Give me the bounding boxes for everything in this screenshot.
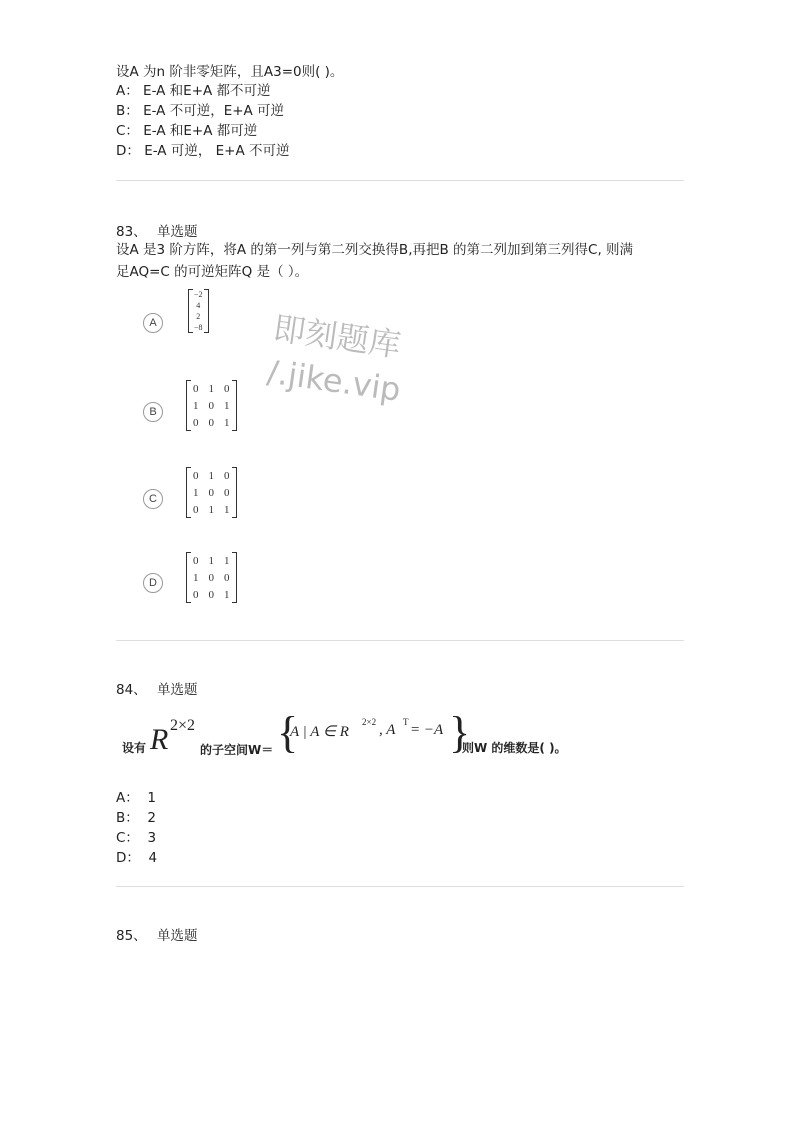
divider: [116, 886, 684, 887]
q84-option-d: D： 4: [116, 850, 158, 866]
q85-header: [116, 924, 197, 944]
q83-stem-line2: 足AQ=C 的可逆矩阵Q 是（ ）。: [116, 264, 309, 280]
q82-option-c: C： E-A 和E+A 都可逆: [116, 123, 258, 139]
q83-stem-line1: 设A 是3 阶方阵，将A 的第一列与第二列交换得B,再把B 的第二列加到第三列得C, 则满: [116, 242, 634, 258]
watermark: 即刻题库 /.jike.vip: [264, 309, 404, 409]
option-a-vector: −2 4 2 −8: [190, 289, 207, 333]
question-type: 单选题: [156, 682, 198, 698]
q84-option-a: A： 1: [116, 790, 156, 806]
q84-option-c: C： 3: [116, 830, 157, 846]
question-number: 84、: [116, 682, 147, 698]
option-c-matrix: 0 1 0 1 0 0 0 1 1: [188, 467, 235, 518]
q83-header: [116, 220, 197, 240]
question-number: 85、: [116, 928, 147, 944]
q84-header: [116, 678, 197, 698]
q82-option-a: A： E-A 和E+A 都不可逆: [116, 83, 271, 99]
question-type: 单选题: [156, 224, 198, 240]
question-number: 83、: [116, 224, 147, 240]
option-d-matrix: 0 1 1 1 0 0 0 0 1: [188, 552, 235, 603]
option-a-radio[interactable]: A: [143, 313, 163, 333]
left-brace: {: [277, 708, 299, 757]
q82-option-b: B： E-A 不可逆，E+A 可逆: [116, 103, 285, 119]
option-c-radio[interactable]: C: [143, 489, 163, 509]
divider: [116, 640, 684, 641]
question-type: 单选题: [156, 928, 198, 944]
q82-option-d: D： E-A 可逆， E+A 不可逆: [116, 143, 290, 159]
option-b-radio[interactable]: B: [143, 402, 163, 422]
divider: [116, 180, 684, 181]
q84-stem-formula: 设有 R 2×2 的子空间W＝ { A | A ∈ R 2×2 , A T = −A } 则W 的维数是( )。: [122, 708, 567, 757]
right-brace: }: [449, 708, 471, 757]
option-b-matrix: 0 1 0 1 0 1 0 0 1: [188, 380, 235, 431]
q84-option-b: B： 2: [116, 810, 156, 826]
option-d-radio[interactable]: D: [143, 573, 163, 593]
q82-stem: 设A 为n 阶非零矩阵，且A3=0则( )。: [116, 64, 344, 80]
